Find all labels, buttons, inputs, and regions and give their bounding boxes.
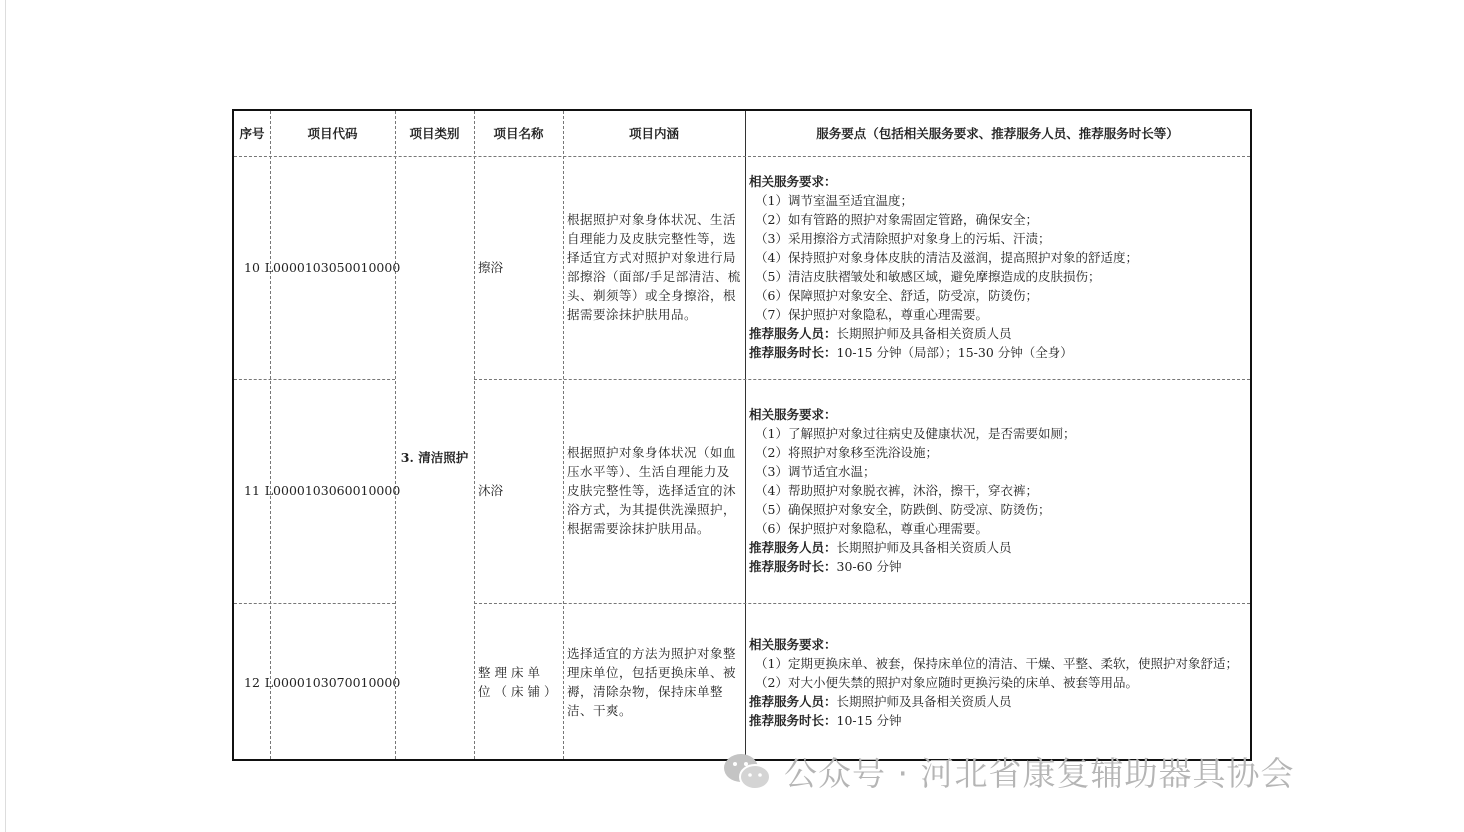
req-item: （1）调节室温至适宜温度； xyxy=(755,193,913,208)
time-line xyxy=(749,343,1138,362)
row-no: 11 xyxy=(244,483,260,498)
staff-value: 长期照护师及具备相关资质人员 xyxy=(836,693,1012,709)
req-item: （5）确保照护对象安全，防跌倒、防受凉、防烫伤； xyxy=(755,502,1051,517)
key-points-block xyxy=(745,635,1238,730)
staff-label: 推荐服务人员： xyxy=(749,540,837,555)
row-name: 擦浴 xyxy=(478,259,504,275)
row-name: 沐浴 xyxy=(478,483,504,498)
staff-value: 长期照护师及具备相关资质人员 xyxy=(836,540,1012,555)
req-item: （3）调节适宜水温； xyxy=(755,464,876,479)
row-key-points xyxy=(745,603,1252,761)
row-code: L0000103050010000 xyxy=(264,259,401,275)
req-item: （2）如有管路的照护对象需固定管路，确保安全； xyxy=(755,212,1038,227)
row-key-points xyxy=(745,379,1252,602)
key-points-block xyxy=(745,405,1075,576)
req-item: （4）保持照护对象身体皮肤的清洁及滋润，提高照护对象的舒适度； xyxy=(755,250,1138,265)
row-code: L0000103070010000 xyxy=(264,674,401,690)
req-label: 相关服务要求： xyxy=(749,636,837,652)
staff-label: 推荐服务人员： xyxy=(749,326,837,341)
req-item: （2）将照护对象移至洗浴设施； xyxy=(755,445,938,460)
req-item: （5）清洁皮肤褶皱处和敏感区域，避免摩擦造成的皮肤损伤； xyxy=(755,269,1101,284)
header-category: 项目类别 xyxy=(409,126,460,141)
time-line xyxy=(749,557,1075,576)
row-content: 根据照护对象身体状况（如血压水平等）、生活自理能力及皮肤完整性等，选择适宜的沐浴方式，为其提供洗澡照护，根据需要涂抹护肤用品。 xyxy=(567,445,737,536)
staff-line xyxy=(749,324,1138,343)
row-no: 12 xyxy=(244,674,260,690)
header-name: 项目名称 xyxy=(493,126,544,141)
req-item: （7）保护照护对象隐私，尊重心理需要。 xyxy=(755,307,988,322)
time-label: 推荐服务时长： xyxy=(749,559,837,574)
time-label: 推荐服务时长： xyxy=(749,345,837,360)
wechat-icon xyxy=(722,751,772,793)
req-item: （1）定期更换床单、被套，保持床单位的清洁、干燥、平整、柔软，使照护对象舒适； xyxy=(755,655,1238,671)
category-cell: 3. 清洁照护 xyxy=(400,450,469,465)
time-label: 推荐服务时长： xyxy=(749,712,837,728)
req-item: （6）保护照护对象隐私，尊重心理需要。 xyxy=(755,521,988,536)
req-item: （3）采用擦浴方式清除照护对象身上的污垢、汗渍； xyxy=(755,231,1051,246)
watermark xyxy=(722,748,1294,795)
staff-line xyxy=(749,692,1238,711)
row-key-points xyxy=(745,156,1252,378)
staff-line xyxy=(749,538,1075,557)
req-item: （2）对大小便失禁的照护对象应随时更换污染的床单、被套等用品。 xyxy=(755,674,1138,690)
row-content: 选择适宜的方法为照护对象整理床单位，包括更换床单、被褥，清除杂物，保持床单整洁、干爽。 xyxy=(567,646,737,718)
req-label: 相关服务要求： xyxy=(749,407,837,422)
time-line xyxy=(749,711,1238,730)
req-item: （4）帮助照护对象脱衣裤，沐浴，擦干，穿衣裤； xyxy=(755,483,1038,498)
page-edge xyxy=(5,0,6,832)
time-value: 10-15 分钟（局部）；15-30 分钟（全身） xyxy=(836,345,1073,360)
watermark-text: 公众号 · 河北省康复辅助器具协会 xyxy=(784,754,1295,793)
row-content: 根据照护对象身体状况、生活自理能力及皮肤完整性等，选择适宜方式对照护对象进行局部擦浴（面部/手足部清洁、梳头、剃须等）或全身擦浴，根据需要涂抹护肤用品。 xyxy=(567,212,741,322)
header-code: 项目代码 xyxy=(307,126,358,141)
header-no: 序号 xyxy=(239,126,265,141)
staff-value: 长期照护师及具备相关资质人员 xyxy=(836,326,1012,341)
row-no: 10 xyxy=(244,259,260,275)
time-value: 10-15 分钟 xyxy=(836,712,902,728)
row-code: L0000103060010000 xyxy=(264,483,401,498)
req-item: （1）了解照护对象过往病史及健康状况，是否需要如厕； xyxy=(755,426,1076,441)
req-label: 相关服务要求： xyxy=(749,174,837,189)
header-key-points: 服务要点（包括相关服务要求、推荐服务人员、推荐服务时长等） xyxy=(816,126,1179,141)
header-content: 项目内涵 xyxy=(628,126,679,141)
key-points-block xyxy=(745,172,1138,362)
staff-label: 推荐服务人员： xyxy=(749,693,837,709)
req-item: （6）保障照护对象安全、舒适，防受凉，防烫伤； xyxy=(755,288,1038,303)
row-name: 整理床单位（床铺） xyxy=(478,665,561,699)
time-value: 30-60 分钟 xyxy=(836,559,902,574)
